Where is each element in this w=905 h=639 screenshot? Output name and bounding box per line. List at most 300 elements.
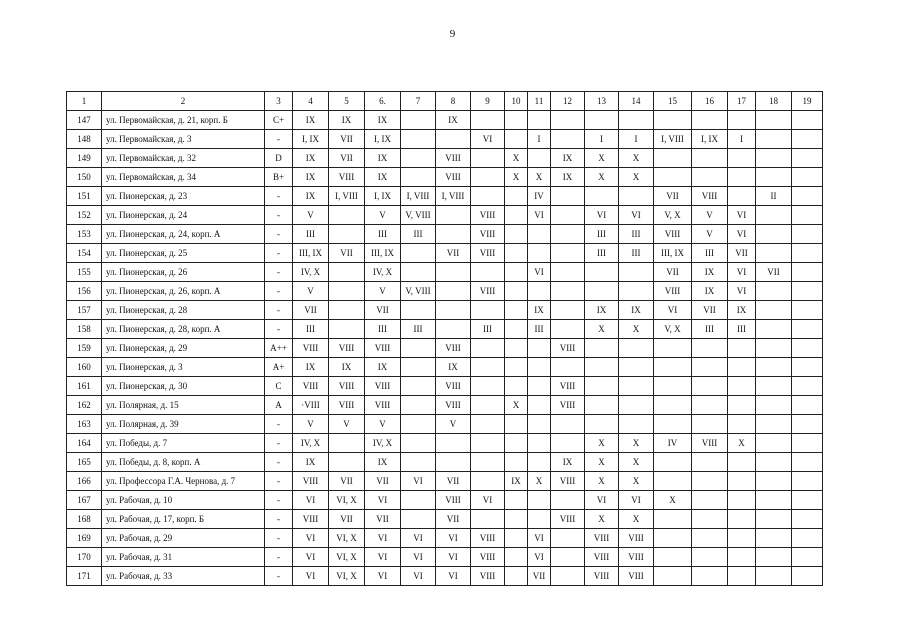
table-cell: IX (551, 168, 585, 187)
table-row (67, 111, 823, 130)
table-cell (505, 491, 528, 510)
table-cell (692, 472, 728, 491)
class-cell: - (265, 491, 293, 510)
address-cell: ул. Пионерская, д. 30 (102, 377, 265, 396)
table-cell (792, 244, 823, 263)
table-row (67, 472, 823, 491)
table-cell: VI, X (329, 491, 365, 510)
table-cell (585, 339, 619, 358)
table-cell (692, 377, 728, 396)
table-cell: VIII (551, 510, 585, 529)
column-header-2: 2 (102, 92, 265, 111)
table-row (67, 282, 823, 301)
table-cell (505, 263, 528, 282)
table-cell: III (401, 320, 436, 339)
table-cell (551, 301, 585, 320)
table-cell: III (619, 244, 654, 263)
column-header-16: 16 (692, 92, 728, 111)
table-cell: VI (528, 263, 551, 282)
table-cell (654, 415, 692, 434)
table-cell (792, 377, 823, 396)
table-cell: IX (329, 358, 365, 377)
table-cell (436, 225, 471, 244)
table-cell (551, 187, 585, 206)
table-cell (619, 339, 654, 358)
table-cell: VII (329, 472, 365, 491)
row-number-cell: 158 (67, 320, 102, 339)
address-cell: ул. Пионерская, д. 26, корп. А (102, 282, 265, 301)
table-cell (528, 282, 551, 301)
table-cell (654, 529, 692, 548)
address-cell: ул. Профессора Г.А. Чернова, д. 7 (102, 472, 265, 491)
table-cell: VI, X (329, 529, 365, 548)
table-cell: X (728, 434, 756, 453)
table-cell: VIII (471, 282, 505, 301)
table-cell (654, 396, 692, 415)
table-cell (436, 263, 471, 282)
row-number-cell: 161 (67, 377, 102, 396)
table-cell: X (585, 149, 619, 168)
table-cell (329, 225, 365, 244)
table-cell (619, 187, 654, 206)
table-cell: VII (436, 244, 471, 263)
class-cell: - (265, 301, 293, 320)
table-cell: VI (436, 567, 471, 586)
class-cell: - (265, 434, 293, 453)
address-cell: ул. Пионерская, д. 23 (102, 187, 265, 206)
table-cell (505, 548, 528, 567)
table-cell: VII (365, 472, 401, 491)
table-cell (619, 415, 654, 434)
table-cell (692, 415, 728, 434)
table-cell (792, 130, 823, 149)
table-cell (329, 301, 365, 320)
table-cell: VI (365, 529, 401, 548)
table-cell: IX (365, 168, 401, 187)
table-cell (756, 130, 792, 149)
table-cell (728, 453, 756, 472)
table-cell: II (756, 187, 792, 206)
table-cell: VI (585, 491, 619, 510)
table-cell: VIII (654, 282, 692, 301)
table-cell (728, 358, 756, 377)
table-cell: VII (436, 510, 471, 529)
address-cell: ул. Первомайская, д. 34 (102, 168, 265, 187)
table-cell (471, 339, 505, 358)
table-cell (756, 168, 792, 187)
table-cell (756, 282, 792, 301)
table-cell (528, 111, 551, 130)
table-cell: VIII (329, 396, 365, 415)
address-cell: ул. Рабочая, д. 33 (102, 567, 265, 586)
table-cell: VI (619, 206, 654, 225)
table-cell (329, 453, 365, 472)
table-cell (551, 282, 585, 301)
table-cell (756, 567, 792, 586)
column-header-8: 8 (436, 92, 471, 111)
row-number-cell: 147 (67, 111, 102, 130)
table-cell (654, 510, 692, 529)
table-cell: III (728, 320, 756, 339)
class-cell: - (265, 244, 293, 263)
table-cell (692, 339, 728, 358)
class-cell: - (265, 130, 293, 149)
table-cell (329, 282, 365, 301)
table-cell: V (293, 415, 329, 434)
table-cell (692, 358, 728, 377)
table-cell: III (585, 225, 619, 244)
column-header-15: 15 (654, 92, 692, 111)
table-cell (654, 149, 692, 168)
table-cell: VII (329, 149, 365, 168)
table-cell: IX (551, 453, 585, 472)
table-cell: VII (365, 301, 401, 320)
table-cell: III (401, 225, 436, 244)
table-cell (329, 320, 365, 339)
table-cell (728, 491, 756, 510)
table-cell: X (619, 510, 654, 529)
table-cell (585, 358, 619, 377)
table-cell (756, 434, 792, 453)
class-cell: - (265, 548, 293, 567)
table-cell (654, 567, 692, 586)
table-cell (401, 168, 436, 187)
class-cell: A+ (265, 358, 293, 377)
address-cell: ул. Пионерская, д. 29 (102, 339, 265, 358)
table-cell (792, 358, 823, 377)
table-cell: VIII (471, 244, 505, 263)
table-cell (756, 377, 792, 396)
table-cell: IX (293, 187, 329, 206)
table-row (67, 206, 823, 225)
table-cell (528, 358, 551, 377)
table-cell (401, 396, 436, 415)
table-row (67, 149, 823, 168)
table-cell (505, 282, 528, 301)
table-cell (619, 358, 654, 377)
class-cell: - (265, 187, 293, 206)
table-cell: VII (528, 567, 551, 586)
table-cell (728, 567, 756, 586)
table-cell: V (293, 282, 329, 301)
table-cell: I, VIII (329, 187, 365, 206)
table-cell: VI (471, 130, 505, 149)
table-cell: VIII (293, 377, 329, 396)
table-cell: VIII (619, 567, 654, 586)
table-cell (471, 415, 505, 434)
table-cell (551, 263, 585, 282)
table-cell (756, 396, 792, 415)
table-cell: V, VIII (401, 206, 436, 225)
table-cell (505, 130, 528, 149)
table-cell (654, 472, 692, 491)
table-cell (436, 282, 471, 301)
table-row (67, 377, 823, 396)
table-cell (692, 111, 728, 130)
table-cell: IX (505, 472, 528, 491)
class-cell: C (265, 377, 293, 396)
table-cell (528, 377, 551, 396)
table-row (67, 187, 823, 206)
address-cell: ул. Полярная, д. 39 (102, 415, 265, 434)
table-cell: VIII (436, 377, 471, 396)
table-cell (619, 377, 654, 396)
row-number-cell: 169 (67, 529, 102, 548)
table-cell: III (293, 225, 329, 244)
class-cell: B+ (265, 168, 293, 187)
table-cell (329, 263, 365, 282)
table-cell (692, 529, 728, 548)
table-cell: VI (728, 263, 756, 282)
table-cell: III (619, 225, 654, 244)
table-cell (471, 149, 505, 168)
table-cell (692, 548, 728, 567)
table-cell: VIII (365, 339, 401, 358)
class-cell: - (265, 320, 293, 339)
column-header-12: 12 (551, 92, 585, 111)
table-cell: IX (436, 111, 471, 130)
column-header-10: 10 (505, 92, 528, 111)
table-cell (692, 453, 728, 472)
address-cell: ул. Первомайская, д. 21, корп. Б (102, 111, 265, 130)
table-cell: X (505, 149, 528, 168)
table-cell (505, 415, 528, 434)
table-cell: I, IX (365, 130, 401, 149)
table-cell: VI, X (329, 567, 365, 586)
table-cell: VII (654, 263, 692, 282)
column-header-4: 4 (293, 92, 329, 111)
class-cell: - (265, 472, 293, 491)
table-cell (505, 358, 528, 377)
table-cell (436, 434, 471, 453)
column-header-1: 1 (67, 92, 102, 111)
table-cell (401, 111, 436, 130)
table-cell: VI (365, 548, 401, 567)
table-cell: X (654, 491, 692, 510)
table-cell (792, 320, 823, 339)
table-cell: IX (293, 358, 329, 377)
table-cell (505, 339, 528, 358)
row-number-cell: 164 (67, 434, 102, 453)
column-header-14: 14 (619, 92, 654, 111)
table-cell: I, IX (692, 130, 728, 149)
table-cell: IX (436, 358, 471, 377)
table-cell (505, 111, 528, 130)
table-row (67, 339, 823, 358)
table-cell: IV, X (365, 263, 401, 282)
table-cell: VI, X (329, 548, 365, 567)
table-cell: VIII (585, 567, 619, 586)
table-cell (505, 567, 528, 586)
table-cell (792, 263, 823, 282)
table-cell (792, 168, 823, 187)
row-number-cell: 163 (67, 415, 102, 434)
table-cell: VI (728, 206, 756, 225)
table-cell (401, 510, 436, 529)
table-cell (728, 396, 756, 415)
table-cell (585, 263, 619, 282)
row-number-cell: 153 (67, 225, 102, 244)
class-cell: - (265, 206, 293, 225)
table-cell (728, 377, 756, 396)
table-cell (792, 491, 823, 510)
table-cell: IX (365, 358, 401, 377)
table-cell: VIII (619, 529, 654, 548)
table-cell (505, 187, 528, 206)
table-cell: III (692, 320, 728, 339)
table-cell (401, 263, 436, 282)
table-cell (505, 510, 528, 529)
table-cell (585, 111, 619, 130)
table-cell (329, 434, 365, 453)
table-cell: X (528, 168, 551, 187)
row-number-cell: 155 (67, 263, 102, 282)
table-cell (471, 263, 505, 282)
column-header-11: 11 (528, 92, 551, 111)
table-cell: IX (293, 168, 329, 187)
table-cell: IX (528, 301, 551, 320)
table-cell (792, 301, 823, 320)
row-number-cell: 162 (67, 396, 102, 415)
table-cell: VII (293, 301, 329, 320)
table-cell (792, 472, 823, 491)
table-cell (505, 434, 528, 453)
table-cell: X (619, 434, 654, 453)
class-cell: - (265, 263, 293, 282)
table-cell (619, 396, 654, 415)
table-cell (792, 415, 823, 434)
table-cell: VIII (329, 339, 365, 358)
table-cell (528, 244, 551, 263)
table-cell: I, VIII (401, 187, 436, 206)
table-cell: VII (329, 130, 365, 149)
row-number-cell: 171 (67, 567, 102, 586)
table-cell: VI (401, 529, 436, 548)
table-cell: IX (365, 111, 401, 130)
table-cell: VIII (293, 510, 329, 529)
address-cell: ул. Первомайская, д. 32 (102, 149, 265, 168)
table-cell (792, 206, 823, 225)
table-cell: VIII (365, 396, 401, 415)
table-cell (551, 320, 585, 339)
table-cell (528, 510, 551, 529)
table-cell: III, IX (293, 244, 329, 263)
table-row (67, 567, 823, 586)
table-cell: X (619, 453, 654, 472)
table-cell (619, 282, 654, 301)
table-cell: I (528, 130, 551, 149)
table-cell (436, 130, 471, 149)
table-cell: IX (329, 111, 365, 130)
table-cell (471, 396, 505, 415)
table-cell (471, 358, 505, 377)
table-cell: VI (401, 548, 436, 567)
table-cell: VIII (471, 529, 505, 548)
row-number-cell: 151 (67, 187, 102, 206)
table-row (67, 320, 823, 339)
table-cell (471, 111, 505, 130)
address-cell: ул. Пионерская, д. 25 (102, 244, 265, 263)
table-cell: VIII (654, 225, 692, 244)
table-cell (692, 149, 728, 168)
table-cell (756, 491, 792, 510)
data-table (66, 91, 823, 586)
table-cell (401, 491, 436, 510)
table-cell (401, 377, 436, 396)
table-cell (654, 453, 692, 472)
table-cell: X (505, 168, 528, 187)
class-cell: - (265, 453, 293, 472)
column-header-17: 17 (728, 92, 756, 111)
table-cell (585, 187, 619, 206)
table-cell: VI (293, 491, 329, 510)
table-cell (728, 529, 756, 548)
address-cell: ул. Пионерская, д. 26 (102, 263, 265, 282)
table-cell (756, 529, 792, 548)
table-cell: V, X (654, 206, 692, 225)
table-cell: X (585, 453, 619, 472)
table-cell: IV, X (293, 434, 329, 453)
table-cell (528, 225, 551, 244)
table-cell: IV (654, 434, 692, 453)
table-row (67, 396, 823, 415)
table-cell: X (585, 168, 619, 187)
class-cell: - (265, 225, 293, 244)
table-cell: V, X (654, 320, 692, 339)
table-cell (792, 434, 823, 453)
table-cell (505, 453, 528, 472)
table-cell (756, 548, 792, 567)
table-cell (551, 415, 585, 434)
column-header-5: 5 (329, 92, 365, 111)
row-number-cell: 168 (67, 510, 102, 529)
table-cell: VI (365, 491, 401, 510)
table-cell (728, 548, 756, 567)
address-cell: ул. Победы, д. 8, корп. А (102, 453, 265, 472)
table-cell: VIII (619, 548, 654, 567)
table-cell (756, 301, 792, 320)
table-cell (792, 282, 823, 301)
table-cell (436, 320, 471, 339)
row-number-cell: 152 (67, 206, 102, 225)
table-cell: I, VIII (654, 130, 692, 149)
table-cell (654, 339, 692, 358)
table-cell (756, 320, 792, 339)
table-cell (692, 168, 728, 187)
table-cell: IX (365, 453, 401, 472)
table-cell: III (293, 320, 329, 339)
table-cell: III (585, 244, 619, 263)
table-cell (401, 453, 436, 472)
table-cell: X (619, 168, 654, 187)
table-cell (756, 472, 792, 491)
column-header-6: 6. (365, 92, 401, 111)
table-cell (792, 529, 823, 548)
table-cell (728, 111, 756, 130)
table-cell: V (365, 206, 401, 225)
table-cell: VI (436, 548, 471, 567)
table-cell: IV (528, 187, 551, 206)
table-cell (329, 206, 365, 225)
class-cell: C+ (265, 111, 293, 130)
table-cell: I (619, 130, 654, 149)
table-cell: X (585, 320, 619, 339)
table-cell (505, 301, 528, 320)
table-cell (551, 111, 585, 130)
address-cell: ул. Пионерская, д. 24 (102, 206, 265, 225)
table-cell (436, 206, 471, 225)
table-cell (551, 491, 585, 510)
